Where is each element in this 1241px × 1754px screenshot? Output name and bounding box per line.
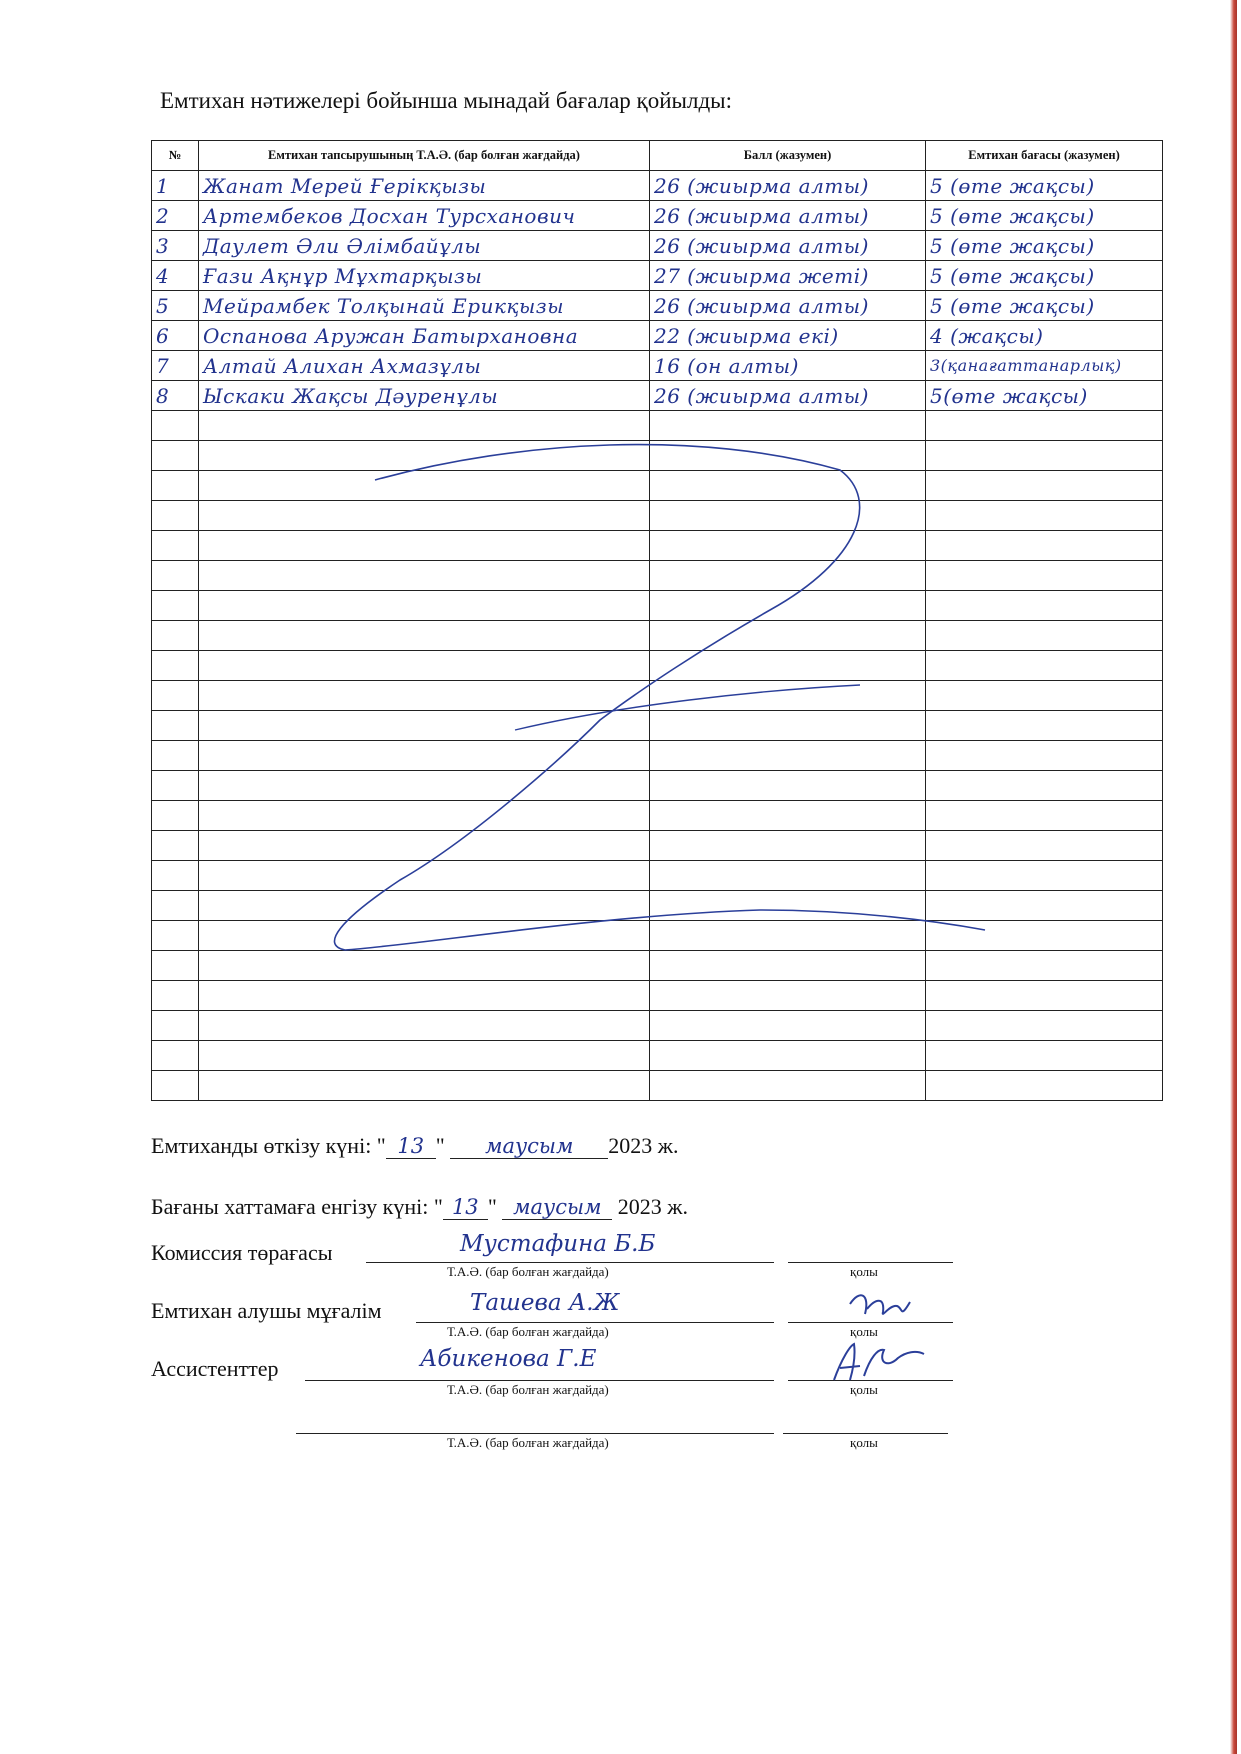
empty-table-row: [152, 591, 1163, 621]
assistant-name-caption: Т.А.Ә. (бар болған жағдайда): [447, 1382, 609, 1397]
empty-cell: [650, 981, 926, 1011]
row-grade: 5 (өте жақсы): [926, 201, 1163, 231]
row-name: Артембеков Досхан Турсханович: [199, 201, 650, 231]
row-grade: 4 (жақсы): [926, 321, 1163, 351]
empty-cell: [199, 1071, 650, 1101]
empty-cell: [152, 651, 199, 681]
row-grade: 5 (өте жақсы): [926, 261, 1163, 291]
empty-cell: [650, 501, 926, 531]
table-row: [152, 321, 1163, 351]
empty-cell: [926, 951, 1163, 981]
empty-table-row: [152, 1011, 1163, 1041]
empty-cell: [650, 831, 926, 861]
empty-cell: [926, 561, 1163, 591]
header-name: Емтихан тапсырушының Т.А.Ә. (бар болған жағдайда): [199, 141, 650, 171]
empty-cell: [199, 651, 650, 681]
empty-table-row: [152, 411, 1163, 441]
empty-cell: [199, 681, 650, 711]
empty-cell: [152, 711, 199, 741]
table-row: [152, 351, 1163, 381]
empty-cell: [152, 561, 199, 591]
empty-cell: [152, 831, 199, 861]
empty-cell: [650, 951, 926, 981]
empty-table-row: [152, 981, 1163, 1011]
teacher-name-rule: [416, 1322, 774, 1323]
empty-table-row: [152, 711, 1163, 741]
empty-cell: [199, 831, 650, 861]
empty-table-row: [152, 1071, 1163, 1101]
empty-cell: [650, 891, 926, 921]
empty-cell: [926, 501, 1163, 531]
entry-date-year: 2023 ж.: [617, 1194, 688, 1219]
entry-date-month: маусым: [502, 1195, 612, 1220]
empty-cell: [650, 921, 926, 951]
empty-cell: [152, 861, 199, 891]
empty-table-row: [152, 831, 1163, 861]
assistants-label: Ассистенттер: [151, 1356, 279, 1381]
empty-cell: [926, 411, 1163, 441]
table-row: [152, 201, 1163, 231]
empty-cell: [152, 411, 199, 441]
empty-cell: [152, 1041, 199, 1071]
empty-cell: [199, 471, 650, 501]
empty-cell: [650, 591, 926, 621]
empty-cell: [926, 921, 1163, 951]
row-score: 22 (жиырма екі): [650, 321, 926, 351]
assistant-name: Абикенова Г.Е: [420, 1346, 597, 1372]
empty-cell: [650, 411, 926, 441]
empty-table-row: [152, 801, 1163, 831]
empty-cell: [199, 411, 650, 441]
empty-cell: [650, 1071, 926, 1101]
entry-date-line: [151, 1194, 688, 1220]
empty-table-row: [152, 861, 1163, 891]
empty-cell: [926, 681, 1163, 711]
exam-date-year: 2023 ж.: [608, 1133, 679, 1158]
empty-cell: [650, 771, 926, 801]
empty-table-row: [152, 771, 1163, 801]
empty-table-row: [152, 1041, 1163, 1071]
teacher-sign-caption: қолы: [850, 1324, 878, 1339]
empty-cell: [650, 681, 926, 711]
empty-cell: [199, 711, 650, 741]
empty-table-row: [152, 471, 1163, 501]
entry-date-label: Бағаны хаттамаға енгізу күні: ": [151, 1194, 443, 1219]
empty-cell: [199, 921, 650, 951]
empty-table-row: [152, 501, 1163, 531]
row-score: 16 (он алты): [650, 351, 926, 381]
empty-cell: [650, 1011, 926, 1041]
empty-cell: [650, 531, 926, 561]
exam-date-label: Емтиханды өткізу күні: ": [151, 1133, 386, 1158]
empty-cell: [152, 951, 199, 981]
empty-cell: [926, 711, 1163, 741]
row-name: Мейрамбек Толқынай Ерикқызы: [199, 291, 650, 321]
empty-cell: [199, 741, 650, 771]
row-score: 26 (жиырма алты): [650, 381, 926, 411]
chair-label: Комиссия төрағасы: [151, 1240, 333, 1265]
empty-cell: [926, 1011, 1163, 1041]
empty-cell: [926, 861, 1163, 891]
empty-cell: [199, 771, 650, 801]
row-number: 6: [152, 321, 199, 351]
extra-sign-caption: қолы: [850, 1435, 878, 1450]
empty-table-row: [152, 651, 1163, 681]
extra-sign-rule: [783, 1433, 948, 1434]
chair-name-rule: [366, 1262, 774, 1263]
row-number: 1: [152, 171, 199, 201]
assistant-sign-caption: қолы: [850, 1382, 878, 1397]
empty-cell: [926, 591, 1163, 621]
empty-cell: [152, 801, 199, 831]
row-number: 5: [152, 291, 199, 321]
table-row: [152, 261, 1163, 291]
header-number: №: [152, 141, 199, 171]
empty-cell: [650, 561, 926, 591]
empty-table-row: [152, 621, 1163, 651]
row-number: 8: [152, 381, 199, 411]
row-name: Даулет Әли Әлімбайұлы: [199, 231, 650, 261]
empty-cell: [199, 1011, 650, 1041]
teacher-name-caption: Т.А.Ә. (бар болған жағдайда): [447, 1324, 609, 1339]
row-grade: 5(өте жақсы): [926, 381, 1163, 411]
entry-date-sep: ": [487, 1194, 497, 1219]
empty-cell: [926, 531, 1163, 561]
exam-date-sep: ": [435, 1133, 445, 1158]
row-name: Ғази Ақнұр Мұхтарқызы: [199, 261, 650, 291]
row-number: 7: [152, 351, 199, 381]
table-row: [152, 381, 1163, 411]
row-grade: 5 (өте жақсы): [926, 231, 1163, 261]
extra-name-rule: [296, 1433, 774, 1434]
empty-table-row: [152, 741, 1163, 771]
empty-cell: [152, 531, 199, 561]
table-header-row: [152, 141, 1163, 171]
empty-table-row: [152, 921, 1163, 951]
empty-cell: [650, 741, 926, 771]
row-name: Ыскаки Жақсы Дәуренұлы: [199, 381, 650, 411]
empty-cell: [152, 471, 199, 501]
empty-table-row: [152, 561, 1163, 591]
empty-cell: [199, 1041, 650, 1071]
header-grade: Емтихан бағасы (жазумен): [926, 141, 1163, 171]
empty-cell: [926, 471, 1163, 501]
row-grade: 5 (өте жақсы): [926, 291, 1163, 321]
empty-cell: [152, 891, 199, 921]
empty-cell: [152, 501, 199, 531]
empty-cell: [199, 981, 650, 1011]
assistant-name-rule: [305, 1380, 774, 1381]
teacher-label: Емтихан алушы мұғалім: [151, 1298, 382, 1323]
empty-cell: [199, 621, 650, 651]
empty-cell: [152, 1011, 199, 1041]
empty-cell: [926, 1071, 1163, 1101]
row-name: Алтай Алихан Ахмазұлы: [199, 351, 650, 381]
row-number: 2: [152, 201, 199, 231]
empty-table-row: [152, 891, 1163, 921]
empty-cell: [650, 621, 926, 651]
empty-cell: [650, 471, 926, 501]
empty-table-row: [152, 681, 1163, 711]
extra-name-caption: Т.А.Ә. (бар болған жағдайда): [447, 1435, 609, 1450]
empty-cell: [650, 861, 926, 891]
empty-cell: [152, 1071, 199, 1101]
exam-date-month: маусым: [450, 1134, 608, 1159]
empty-cell: [199, 531, 650, 561]
empty-cell: [199, 561, 650, 591]
row-grade: 3(қанағаттанарлық): [926, 351, 1163, 381]
row-score: 26 (жиырма алты): [650, 231, 926, 261]
empty-cell: [199, 501, 650, 531]
chair-sign-rule: [788, 1262, 953, 1263]
empty-cell: [199, 861, 650, 891]
row-score: 26 (жиырма алты): [650, 171, 926, 201]
row-name: Жанат Мерей Ғерікқызы: [199, 171, 650, 201]
empty-cell: [152, 441, 199, 471]
empty-cell: [926, 1041, 1163, 1071]
table-row: [152, 171, 1163, 201]
header-score: Балл (жазумен): [650, 141, 926, 171]
empty-cell: [926, 891, 1163, 921]
teacher-name: Ташева А.Ж: [470, 1290, 620, 1316]
empty-cell: [926, 771, 1163, 801]
empty-cell: [199, 441, 650, 471]
entry-date-day: 13: [443, 1195, 488, 1220]
empty-cell: [199, 591, 650, 621]
table-row: [152, 231, 1163, 261]
empty-cell: [152, 771, 199, 801]
empty-cell: [152, 681, 199, 711]
empty-cell: [650, 1041, 926, 1071]
exam-date-day: 13: [386, 1134, 436, 1159]
empty-cell: [199, 951, 650, 981]
row-number: 4: [152, 261, 199, 291]
empty-cell: [926, 441, 1163, 471]
empty-cell: [199, 801, 650, 831]
empty-cell: [199, 891, 650, 921]
empty-cell: [926, 741, 1163, 771]
grades-table: [151, 140, 1163, 1101]
empty-cell: [926, 831, 1163, 861]
empty-cell: [152, 921, 199, 951]
assistant-signature-icon: [828, 1338, 928, 1388]
empty-cell: [650, 441, 926, 471]
row-score: 27 (жиырма жеті): [650, 261, 926, 291]
grades-table-body: [152, 171, 1163, 1101]
empty-table-row: [152, 441, 1163, 471]
empty-cell: [650, 801, 926, 831]
empty-cell: [926, 651, 1163, 681]
empty-cell: [152, 591, 199, 621]
empty-cell: [152, 621, 199, 651]
row-score: 26 (жиырма алты): [650, 201, 926, 231]
empty-cell: [152, 741, 199, 771]
chair-sign-caption: қолы: [850, 1264, 878, 1279]
exam-date-line: [151, 1133, 678, 1159]
empty-table-row: [152, 951, 1163, 981]
empty-cell: [926, 981, 1163, 1011]
table-row: [152, 291, 1163, 321]
empty-table-row: [152, 531, 1163, 561]
row-grade: 5 (өте жақсы): [926, 171, 1163, 201]
chair-name: Мустафина Б.Б: [460, 1231, 656, 1257]
row-score: 26 (жиырма алты): [650, 291, 926, 321]
row-number: 3: [152, 231, 199, 261]
empty-cell: [650, 711, 926, 741]
empty-cell: [152, 981, 199, 1011]
empty-cell: [926, 801, 1163, 831]
page-title: Емтихан нәтижелері бойынша мынадай бағалар қойылды:: [160, 88, 733, 113]
row-name: Оспанова Аружан Батырхановна: [199, 321, 650, 351]
page-edge-stripe: [1230, 0, 1237, 1754]
chair-name-caption: Т.А.Ә. (бар болған жағдайда): [447, 1264, 609, 1279]
empty-cell: [926, 621, 1163, 651]
empty-cell: [650, 651, 926, 681]
